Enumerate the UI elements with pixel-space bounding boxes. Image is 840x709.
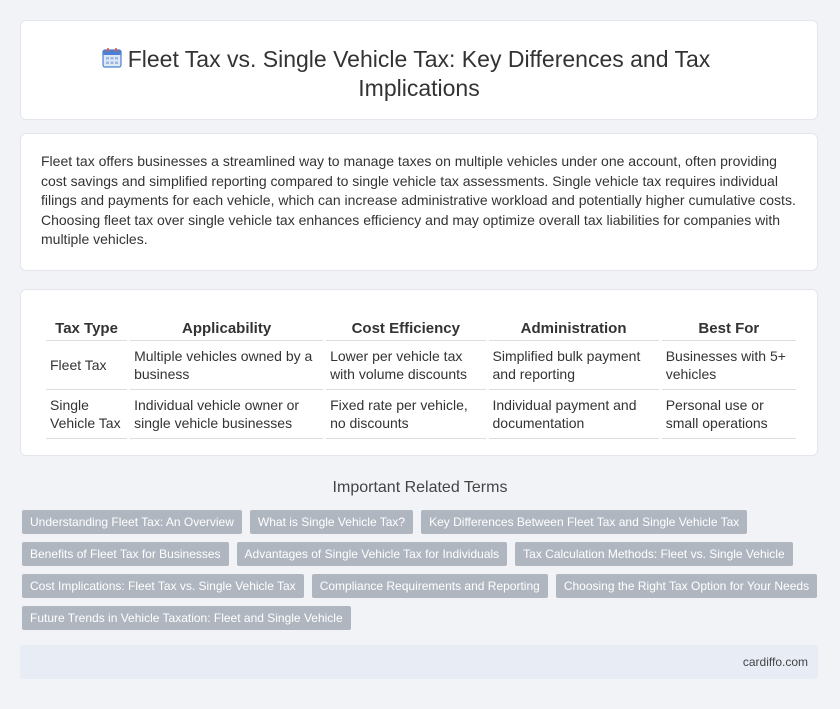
column-header: Applicability <box>130 314 323 341</box>
table-cell: Multiple vehicles owned by a business <box>130 341 323 390</box>
related-term-tag[interactable]: Benefits of Fleet Tax for Businesses <box>22 542 229 566</box>
table-cell: Simplified bulk payment and reporting <box>489 341 659 390</box>
column-header: Cost Efficiency <box>326 314 485 341</box>
related-term-tag[interactable]: Compliance Requirements and Reporting <box>312 574 548 598</box>
tag-row <box>22 542 812 566</box>
column-header: Tax Type <box>46 314 127 341</box>
table-cell: Personal use or small operations <box>662 390 796 439</box>
summary-card <box>20 133 818 271</box>
related-term-tag[interactable]: What is Single Vehicle Tax? <box>250 510 413 534</box>
related-terms-list <box>22 510 812 638</box>
related-term-tag[interactable]: Future Trends in Vehicle Taxation: Fleet and Single Vehicle <box>22 606 351 630</box>
table-cell: Fleet Tax <box>46 341 127 390</box>
comparison-table-card <box>20 289 818 456</box>
table-cell: Individual payment and documentation <box>489 390 659 439</box>
column-header: Best For <box>662 314 796 341</box>
related-terms-heading: Important Related Terms <box>332 479 508 496</box>
table-cell: Single Vehicle Tax <box>46 390 127 439</box>
tag-row <box>22 574 812 598</box>
tag-row <box>22 606 812 630</box>
title-wrap <box>21 45 817 103</box>
table-row <box>46 390 796 439</box>
related-term-tag[interactable]: Advantages of Single Vehicle Tax for Individuals <box>237 542 508 566</box>
tag-row <box>22 510 812 534</box>
table-cell: Businesses with 5+ vehicles <box>662 341 796 390</box>
table-cell: Fixed rate per vehicle, no discounts <box>326 390 485 439</box>
related-term-tag[interactable]: Cost Implications: Fleet Tax vs. Single Vehicle Tax <box>22 574 304 598</box>
summary-text: Fleet tax offers businesses a streamlined way to manage taxes on multiple vehicles under one account, often providing cost savings and simplified reporting compared to single vehicle tax assessments. Single vehicle tax requires individual filings and payments for each vehicle, which can increase administrative workload and potentially higher cumulative costs. Choosing fleet tax over single vehicle tax enhances efficiency and may optimize overall tax liabilities for companies with multiple vehicles. <box>41 153 796 248</box>
table-row <box>46 341 796 390</box>
table-header-row <box>46 314 796 341</box>
calendar-icon <box>101 47 123 69</box>
related-term-tag[interactable]: Tax Calculation Methods: Fleet vs. Single Vehicle <box>515 542 792 566</box>
column-header: Administration <box>489 314 659 341</box>
table-cell: Individual vehicle owner or single vehicle businesses <box>130 390 323 439</box>
title-card <box>20 20 818 120</box>
related-term-tag[interactable]: Choosing the Right Tax Option for Your Needs <box>556 574 817 598</box>
footer <box>20 645 818 679</box>
related-term-tag[interactable]: Understanding Fleet Tax: An Overview <box>22 510 242 534</box>
page-title: Fleet Tax vs. Single Vehicle Tax: Key Differences and Tax Implications <box>127 46 711 101</box>
related-term-tag[interactable]: Key Differences Between Fleet Tax and Single Vehicle Tax <box>421 510 747 534</box>
comparison-table <box>43 314 799 439</box>
table-cell: Lower per vehicle tax with volume discounts <box>326 341 485 390</box>
footer-site-link[interactable]: cardiffo.com <box>742 655 808 669</box>
